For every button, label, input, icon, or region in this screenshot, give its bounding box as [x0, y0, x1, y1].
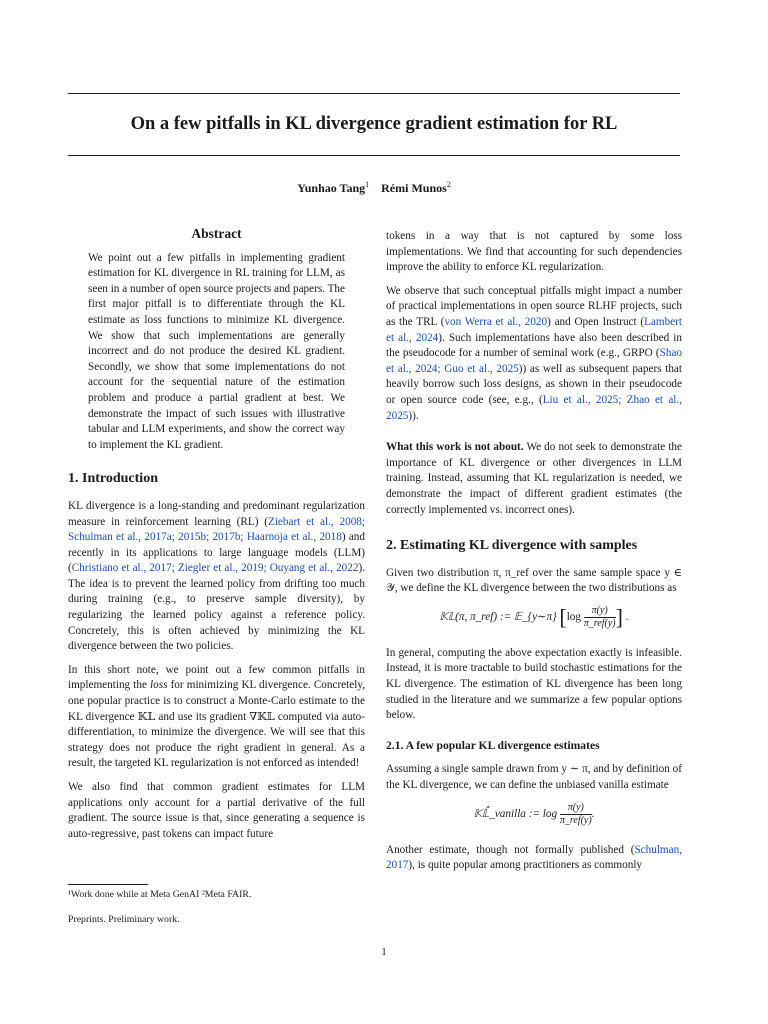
right-paragraph-2: We observe that such conceptual pitfalls might impact a number of practical implementations in open source RLHF projects, such as the TRL (von Werra et al., 2020) and Open Instruct (Lambert et al., 2024). Such implementations have also been described in the pseudocode for a number of seminal work (e.g., GRPO (Shao et al., 2024; Guo et al., 2025)) as well as subsequent papers that heavily borrow such loss designs, as shown in their pseudocode or open source code (see, e.g., (Liu et al., 2025; Zhao et al., 2025)). [386, 284, 682, 422]
citation-link[interactable]: Liu et al., 2025; Zhao et al., 2025 [386, 393, 682, 422]
author-line [68, 180, 680, 196]
section-2-heading: 2. Estimating KL divergence with samples [386, 538, 638, 554]
citation-link[interactable]: Schulman, 2017 [386, 843, 682, 872]
top-rule-1 [68, 93, 680, 94]
author-2-mark: 2 [446, 180, 451, 189]
top-rule-2 [68, 155, 680, 156]
intro-paragraph-2: In this short note, we point out a few common pitfalls in implementing the loss for minimizing KL divergence. Concretely, one popular practice is to construct a Monte-Carlo estimate to the KL divergence 𝕂𝕃 and use its gradient ∇𝕂𝕃 computed via auto-differentiation, to minimize the divergence. We will see that this strategy does not produce the right gradient in general. As a result, the targeted KL regularization is not enforced as intended! [68, 663, 365, 770]
citation-link[interactable]: Shao et al., 2024; Guo et al., 2025 [386, 347, 682, 375]
page-number: 1 [381, 946, 387, 958]
subsection-2-1-heading: 2.1. A few popular KL divergence estimates [386, 738, 600, 752]
equation-vanilla-estimate: 𝕂𝕃̂_vanilla := log $\frac{\pi(y)}{\text{π\_ref(y)}}$ . [473, 801, 595, 826]
author-1: Yunhao Tang [297, 181, 366, 195]
citation-link[interactable]: Lambert et al., 2024 [386, 315, 682, 344]
intro-paragraph-3: We also find that common gradient estimates for LLM applications only account for a partial derivative of the full gradient. The source issue is that, since generating a sequence is auto-regressive, past tokens can impact future [68, 781, 365, 840]
author-1-mark: 1 [365, 180, 370, 189]
left-column [68, 226, 365, 850]
citation-link[interactable]: von Werra et al., 2020 [444, 315, 548, 328]
right-paragraph-7: Another estimate, though not formally published (Schulman, 2017), is quite popular among practitioners as commonly [386, 843, 682, 872]
equation-kl-definition: 𝕂𝕃(π, π_ref) := 𝔼_{y∼π} [log $\frac{\pi(y)}{\text{π\_ref(y)}}$ ] . [439, 604, 629, 630]
right-paragraph-5: In general, computing the above expectation exactly is infeasible. Instead, it is more tractable to build stochastic estimations for the KL divergence. The estimation of KL divergence has been long studied in the literature and we summarize a few popular options below. [386, 646, 682, 722]
citation-link[interactable]: Ziebart et al., 2008; Schulman et al., 2017a; 2015b; 2017b; Haarnoja et al., 2018 [68, 515, 365, 544]
abstract-text: We point out a few pitfalls in implementing gradient estimation for KL divergence in RL training for LLM, as seen in a number of open source projects and papers. The first major pitfall is to differentiate through the KL estimate as loss functions to minimize KL divergence. We show that such implementations are generally incorrect and do not produce the desired KL gradient. Secondly, we show that some implementations do not account for the sequential nature of the estimation problem and produce a partial gradient at best. We demonstrate the impact of such issues with illustrative tabular and LLM experiments, and show the correct way to implement the KL gradient. [88, 251, 345, 451]
intro-heading: 1. Introduction [68, 471, 158, 487]
citation-link[interactable]: Christiano et al., 2017; Ziegler et al., 2019; Ouyang et al., 2022 [71, 562, 359, 575]
paper-title: On a few pitfalls in KL divergence gradient estimation for RL [130, 114, 618, 134]
abstract-heading: Abstract [191, 226, 242, 241]
paragraph-heading: What this work is not about. [386, 441, 524, 454]
right-column [386, 229, 682, 882]
right-paragraph-1: tokens in a way that is not captured by some loss implementations. We find that accounting for such dependencies improve the ability to enforce KL regularization. [386, 230, 682, 274]
right-paragraph-3: What this work is not about. We do not seek to demonstrate the importance of KL divergence or other divergences in LLM training. Instead, assuming that KL regularization is needed, we demonstrate the impact of different gradient estimates (the correctly implemented vs. incorrect ones). [386, 441, 682, 516]
footnote: ¹Work done while at Meta GenAI ²Meta FAIR. [68, 889, 252, 900]
right-paragraph-6: Assuming a single sample drawn from y ∼ π, and by definition of the KL divergence, we can define the unbiased vanilla estimate [386, 763, 682, 792]
right-paragraph-4: Given two distribution π, π_ref over the same sample space y ∈ 𝒴, we define the KL divergence between the two distributions as [386, 566, 682, 595]
preprint-notice: Preprints. Preliminary work. [68, 914, 180, 925]
intro-paragraph-1: KL divergence is a long-standing and predominant regularization measure in reinforcement learning (RL) (Ziebart et al., 2008; Schulman et al., 2017a; 2015b; 2017b; Haarnoja et al., 2018) and recently in its applications to large language models (LLM) (Christiano et al., 2017; Ziegler et al., 2019; Ouyang et al., 2022). The idea is to prevent the learned policy from drifting too much during training (e.g., to preserve sample diversity), by regularizing the learned policy against a reference policy. Concretely, this is often achieved by minimizing the KL divergence between the two policies. [68, 499, 365, 653]
author-2: Rémi Munos [381, 181, 447, 195]
footnote-rule [68, 884, 148, 885]
